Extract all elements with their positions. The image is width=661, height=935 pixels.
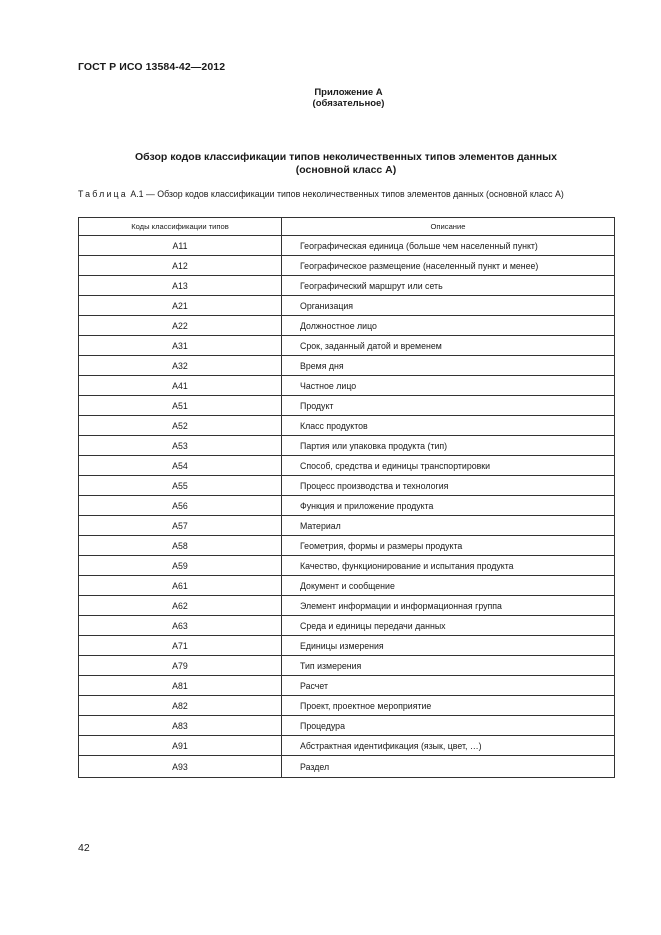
type-code-cell: A51	[79, 396, 282, 416]
table-row	[79, 436, 615, 456]
table-header-row	[79, 218, 615, 236]
table-caption	[78, 189, 614, 200]
description-cell: Время дня	[282, 356, 615, 376]
type-code-cell: A32	[79, 356, 282, 376]
table-caption-text: — Обзор кодов классификации типов неколичественных типов элементов данных (основной класс А)	[143, 189, 564, 199]
table-row	[79, 716, 615, 736]
type-code-cell: A12	[79, 256, 282, 276]
description-cell: Документ и сообщение	[282, 576, 615, 596]
table-row	[79, 736, 615, 756]
description-cell: Геометрия, формы и размеры продукта	[282, 536, 615, 556]
table-row	[79, 256, 615, 276]
type-code-cell: A57	[79, 516, 282, 536]
type-code-cell: A54	[79, 456, 282, 476]
description-cell: Раздел	[282, 756, 615, 778]
classification-table	[78, 217, 615, 778]
table-caption-prefix: Таблица	[78, 189, 128, 199]
description-cell: Продукт	[282, 396, 615, 416]
type-code-cell: A11	[79, 236, 282, 256]
type-code-cell: A61	[79, 576, 282, 596]
description-cell: Способ, средства и единицы транспортировки	[282, 456, 615, 476]
table-row	[79, 316, 615, 336]
table-caption-number: А.1	[127, 189, 144, 199]
description-cell: Проект, проектное мероприятие	[282, 696, 615, 716]
table-row	[79, 516, 615, 536]
table-row	[79, 236, 615, 256]
description-cell: Географическая единица (больше чем населенный пункт)	[282, 236, 615, 256]
table-row	[79, 616, 615, 636]
description-cell: Расчет	[282, 676, 615, 696]
description-cell: Партия или упаковка продукта (тип)	[282, 436, 615, 456]
type-code-cell: A31	[79, 336, 282, 356]
table-row	[79, 476, 615, 496]
description-cell: Географическое размещение (населенный пункт и менее)	[282, 256, 615, 276]
type-code-cell: A63	[79, 616, 282, 636]
table-row	[79, 276, 615, 296]
section-title	[78, 151, 614, 177]
type-code-cell: A79	[79, 656, 282, 676]
description-cell: Качество, функционирование и испытания продукта	[282, 556, 615, 576]
annex-heading	[0, 87, 661, 109]
table-row	[79, 636, 615, 656]
description-cell: Абстрактная идентификация (язык, цвет, …)	[282, 736, 615, 756]
description-cell: Географический маршрут или сеть	[282, 276, 615, 296]
description-cell: Среда и единицы передачи данных	[282, 616, 615, 636]
table-row	[79, 576, 615, 596]
description-cell: Частное лицо	[282, 376, 615, 396]
table-row	[79, 396, 615, 416]
table-body	[79, 236, 615, 778]
section-title-line1: Обзор кодов классификации типов неколичественных типов элементов данных	[135, 151, 557, 163]
table-row	[79, 756, 615, 778]
table-row	[79, 656, 615, 676]
table-row	[79, 496, 615, 516]
table-row	[79, 676, 615, 696]
description-cell: Тип измерения	[282, 656, 615, 676]
description-cell: Единицы измерения	[282, 636, 615, 656]
description-cell: Срок, заданный датой и временем	[282, 336, 615, 356]
type-code-cell: A82	[79, 696, 282, 716]
header-codes: Коды классификации типов	[79, 218, 282, 236]
type-code-cell: A13	[79, 276, 282, 296]
table-row	[79, 596, 615, 616]
annex-title: Приложение А	[314, 87, 383, 98]
table-row	[79, 336, 615, 356]
description-cell: Материал	[282, 516, 615, 536]
description-cell: Функция и приложение продукта	[282, 496, 615, 516]
table-row	[79, 356, 615, 376]
type-code-cell: A58	[79, 536, 282, 556]
table-row	[79, 376, 615, 396]
type-code-cell: A22	[79, 316, 282, 336]
table-row	[79, 696, 615, 716]
type-code-cell: A62	[79, 596, 282, 616]
table-row	[79, 536, 615, 556]
table-row	[79, 296, 615, 316]
description-cell: Должностное лицо	[282, 316, 615, 336]
header-description: Описание	[282, 218, 615, 236]
type-code-cell: A71	[79, 636, 282, 656]
description-cell: Процедура	[282, 716, 615, 736]
table-row	[79, 456, 615, 476]
description-cell: Организация	[282, 296, 615, 316]
document-code: ГОСТ Р ИСО 13584-42—2012	[78, 61, 226, 73]
type-code-cell: A52	[79, 416, 282, 436]
table-row	[79, 416, 615, 436]
type-code-cell: A56	[79, 496, 282, 516]
type-code-cell: A41	[79, 376, 282, 396]
type-code-cell: A55	[79, 476, 282, 496]
type-code-cell: A83	[79, 716, 282, 736]
page-number: 42	[78, 842, 90, 854]
description-cell: Класс продуктов	[282, 416, 615, 436]
table-row	[79, 556, 615, 576]
type-code-cell: A91	[79, 736, 282, 756]
type-code-cell: A81	[79, 676, 282, 696]
type-code-cell: A93	[79, 756, 282, 778]
annex-status: (обязательное)	[312, 98, 385, 109]
type-code-cell: A53	[79, 436, 282, 456]
description-cell: Элемент информации и информационная группа	[282, 596, 615, 616]
description-cell: Процесс производства и технология	[282, 476, 615, 496]
type-code-cell: A21	[79, 296, 282, 316]
type-code-cell: A59	[79, 556, 282, 576]
section-title-line2: (основной класс А)	[295, 164, 397, 176]
